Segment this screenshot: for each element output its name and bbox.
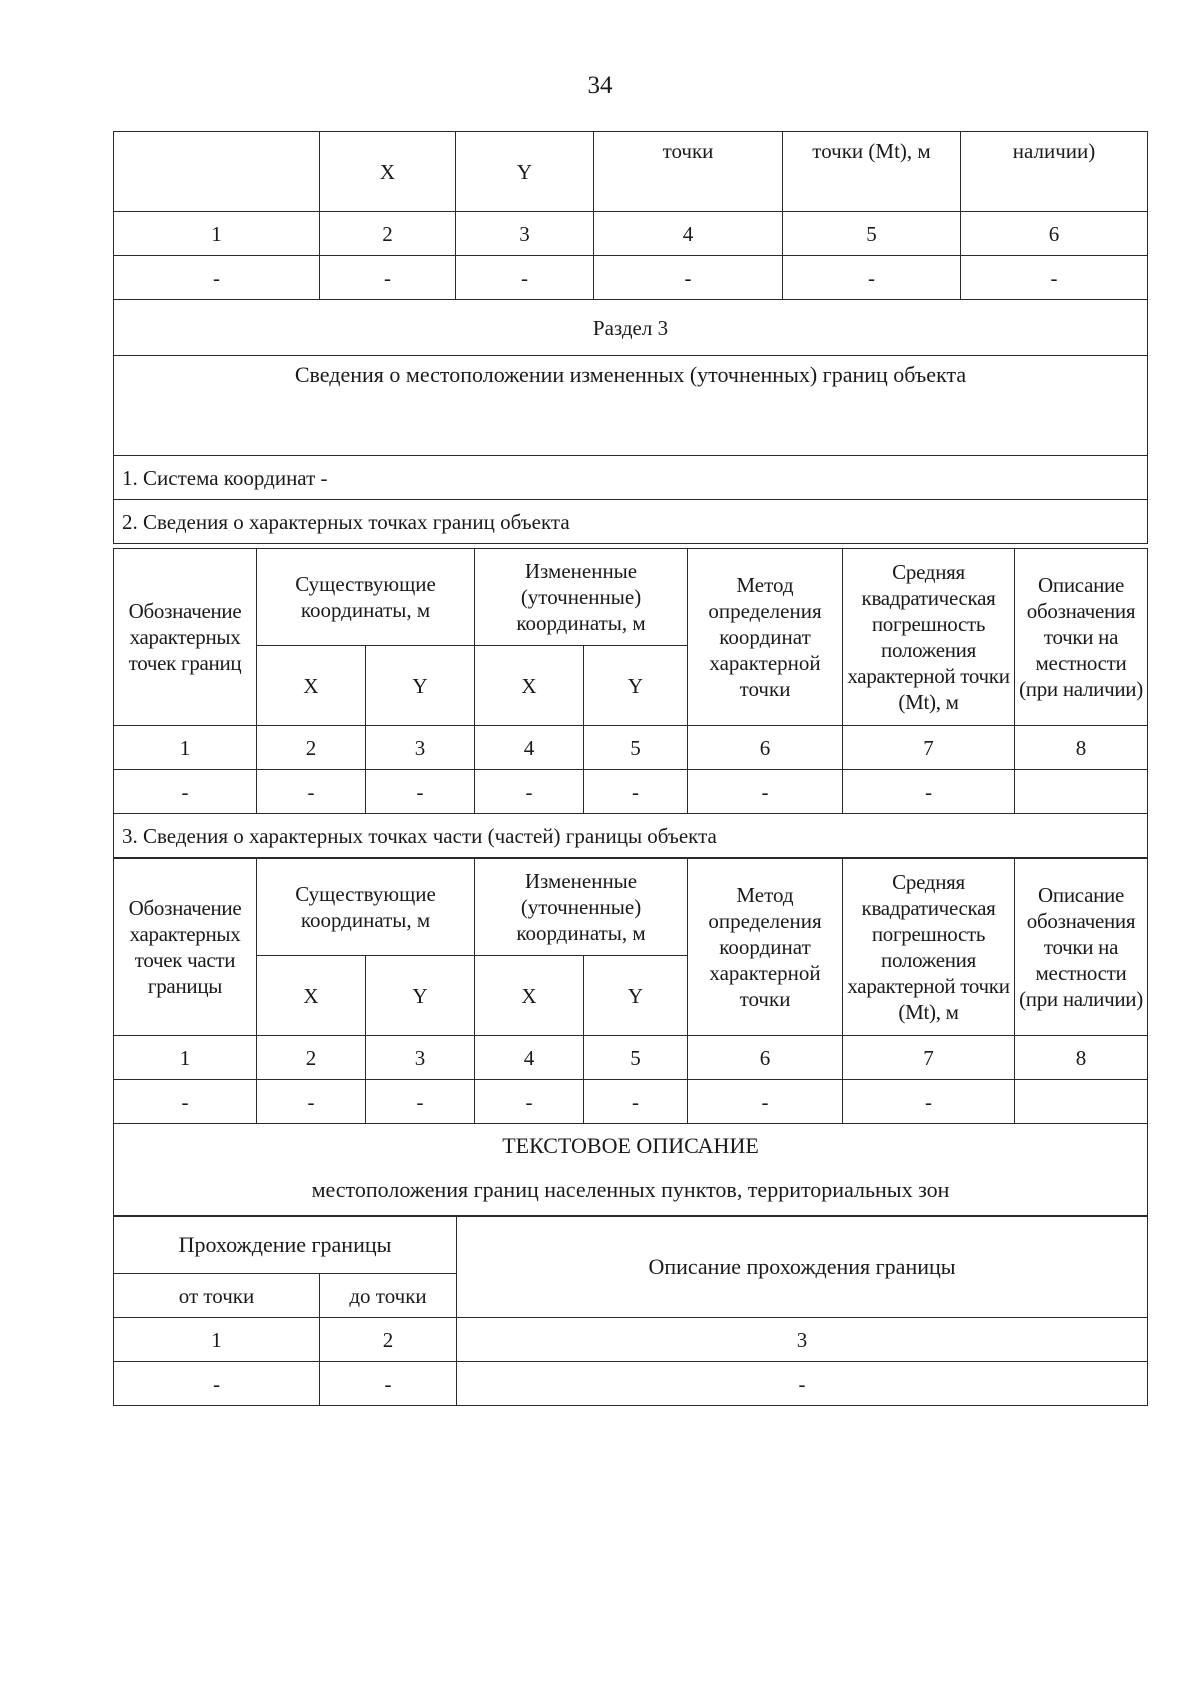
table-cell [1015, 1080, 1148, 1124]
table-cell: 5 [783, 212, 961, 256]
table-row [114, 1080, 1148, 1124]
text-description-subtitle: местоположения границ населенных пунктов, территориальных зон [311, 1177, 950, 1202]
column-numbers-row [114, 1318, 1148, 1362]
col-method: Метод определения координат характерной точки [688, 859, 843, 1036]
col-x: X [475, 646, 584, 726]
table-cell: - [843, 1080, 1015, 1124]
table-cell: 4 [475, 726, 584, 770]
table-cell: - [320, 256, 456, 300]
table-row [114, 770, 1148, 814]
table-cell: - [584, 1080, 688, 1124]
col-method: Метод определения координат характерной точки [688, 549, 843, 726]
table-cell: - [366, 1080, 475, 1124]
section-subtitle: Сведения о местоположении измененных (уточненных) границ объекта [114, 356, 1148, 456]
col-x: X [257, 646, 366, 726]
table-cell: 7 [843, 1036, 1015, 1080]
col-x: X [475, 956, 584, 1036]
col-error: Средняя квадратическая погрешность положения характерной точки (Mt), м [843, 859, 1015, 1036]
table-cell: - [456, 256, 594, 300]
points-heading: 2. Сведения о характерных точках границ объекта [114, 500, 1148, 544]
part-points-heading: 3. Сведения о характерных точках части (частей) границы объекта [114, 814, 1148, 858]
text-description-title: ТЕКСТОВОЕ ОПИСАНИЕ [502, 1133, 759, 1158]
column-numbers-row [114, 726, 1148, 770]
table-cell: 5 [584, 726, 688, 770]
table-cell: точки (Mt), м [783, 132, 961, 212]
col-existing-coords: Существующие координаты, м [257, 859, 475, 956]
table-cell: 2 [320, 1318, 457, 1362]
boundary-description-table [113, 1216, 1148, 1406]
table-cell: 2 [257, 726, 366, 770]
table-cell: - [114, 256, 320, 300]
col-passage: Прохождение границы [114, 1217, 457, 1274]
col-y: Y [366, 956, 475, 1036]
table-cell: - [457, 1362, 1148, 1406]
table-cell: - [475, 1080, 584, 1124]
table-cell: 6 [688, 1036, 843, 1080]
table-row [114, 1362, 1148, 1406]
table-cell: - [366, 770, 475, 814]
table-cell: 8 [1015, 1036, 1148, 1080]
table-cell: - [114, 1362, 320, 1406]
section-title: Раздел 3 [114, 300, 1148, 356]
col-to-point: до точки [320, 1274, 457, 1318]
table-cell: 1 [114, 1036, 257, 1080]
table-cell: 6 [961, 212, 1148, 256]
table-cell: 5 [584, 1036, 688, 1080]
col-x: X [257, 956, 366, 1036]
table-cell: - [584, 770, 688, 814]
table-cell: 1 [114, 212, 320, 256]
table-cell: - [783, 256, 961, 300]
table-cell: - [961, 256, 1148, 300]
text-description-heading [114, 1124, 1148, 1216]
col-existing-coords: Существующие координаты, м [257, 549, 475, 646]
table-cell: - [320, 1362, 457, 1406]
col-changed-coords: Измененные (уточненные) координаты, м [475, 549, 688, 646]
table-cell: 3 [366, 1036, 475, 1080]
column-numbers-row [114, 212, 1148, 256]
table-cell: 4 [594, 212, 783, 256]
table-cell: - [114, 1080, 257, 1124]
table-cell: 3 [366, 726, 475, 770]
table-cell: - [688, 1080, 843, 1124]
col-passage-description: Описание прохождения границы [457, 1217, 1148, 1318]
table-cell: 4 [475, 1036, 584, 1080]
col-description: Описание обозначения точки на местности (при наличии) [1015, 549, 1148, 726]
table-cell: 7 [843, 726, 1015, 770]
table-cell: X [320, 132, 456, 212]
col-y: Y [584, 956, 688, 1036]
coordinate-system: 1. Система координат - [114, 456, 1148, 500]
column-numbers-row [114, 1036, 1148, 1080]
table-cell: - [114, 770, 257, 814]
table-cell: 6 [688, 726, 843, 770]
table-cell: - [688, 770, 843, 814]
table-cell: 2 [257, 1036, 366, 1080]
col-y: Y [366, 646, 475, 726]
table-cell: точки [594, 132, 783, 212]
boundary-part-points-table [113, 858, 1148, 1216]
table-cell: 3 [456, 212, 594, 256]
col-changed-coords: Измененные (уточненные) координаты, м [475, 859, 688, 956]
col-designation: Обозначение характерных точек границ [114, 549, 257, 726]
table-cell: 8 [1015, 726, 1148, 770]
col-from-point: от точки [114, 1274, 320, 1318]
col-y: Y [584, 646, 688, 726]
table-cell: 3 [457, 1318, 1148, 1362]
boundary-points-table [113, 548, 1148, 858]
col-designation: Обозначение характерных точек части границы [114, 859, 257, 1036]
table-cell [1015, 770, 1148, 814]
table-header-row [114, 132, 1148, 212]
table-cell: 1 [114, 726, 257, 770]
table-cell: наличии) [961, 132, 1148, 212]
table-cell: - [594, 256, 783, 300]
page-number: 34 [587, 72, 613, 99]
table-cell: - [257, 1080, 366, 1124]
table-cell: - [257, 770, 366, 814]
table-cell: - [843, 770, 1015, 814]
table-row [114, 256, 1148, 300]
coordinates-table-continued [113, 131, 1148, 544]
col-error: Средняя квадратическая погрешность положения характерной точки (Mt), м [843, 549, 1015, 726]
table-cell: 2 [320, 212, 456, 256]
table-cell: - [475, 770, 584, 814]
col-description: Описание обозначения точки на местности (при наличии) [1015, 859, 1148, 1036]
table-cell: 1 [114, 1318, 320, 1362]
table-cell: Y [456, 132, 594, 212]
table-cell [114, 132, 320, 212]
